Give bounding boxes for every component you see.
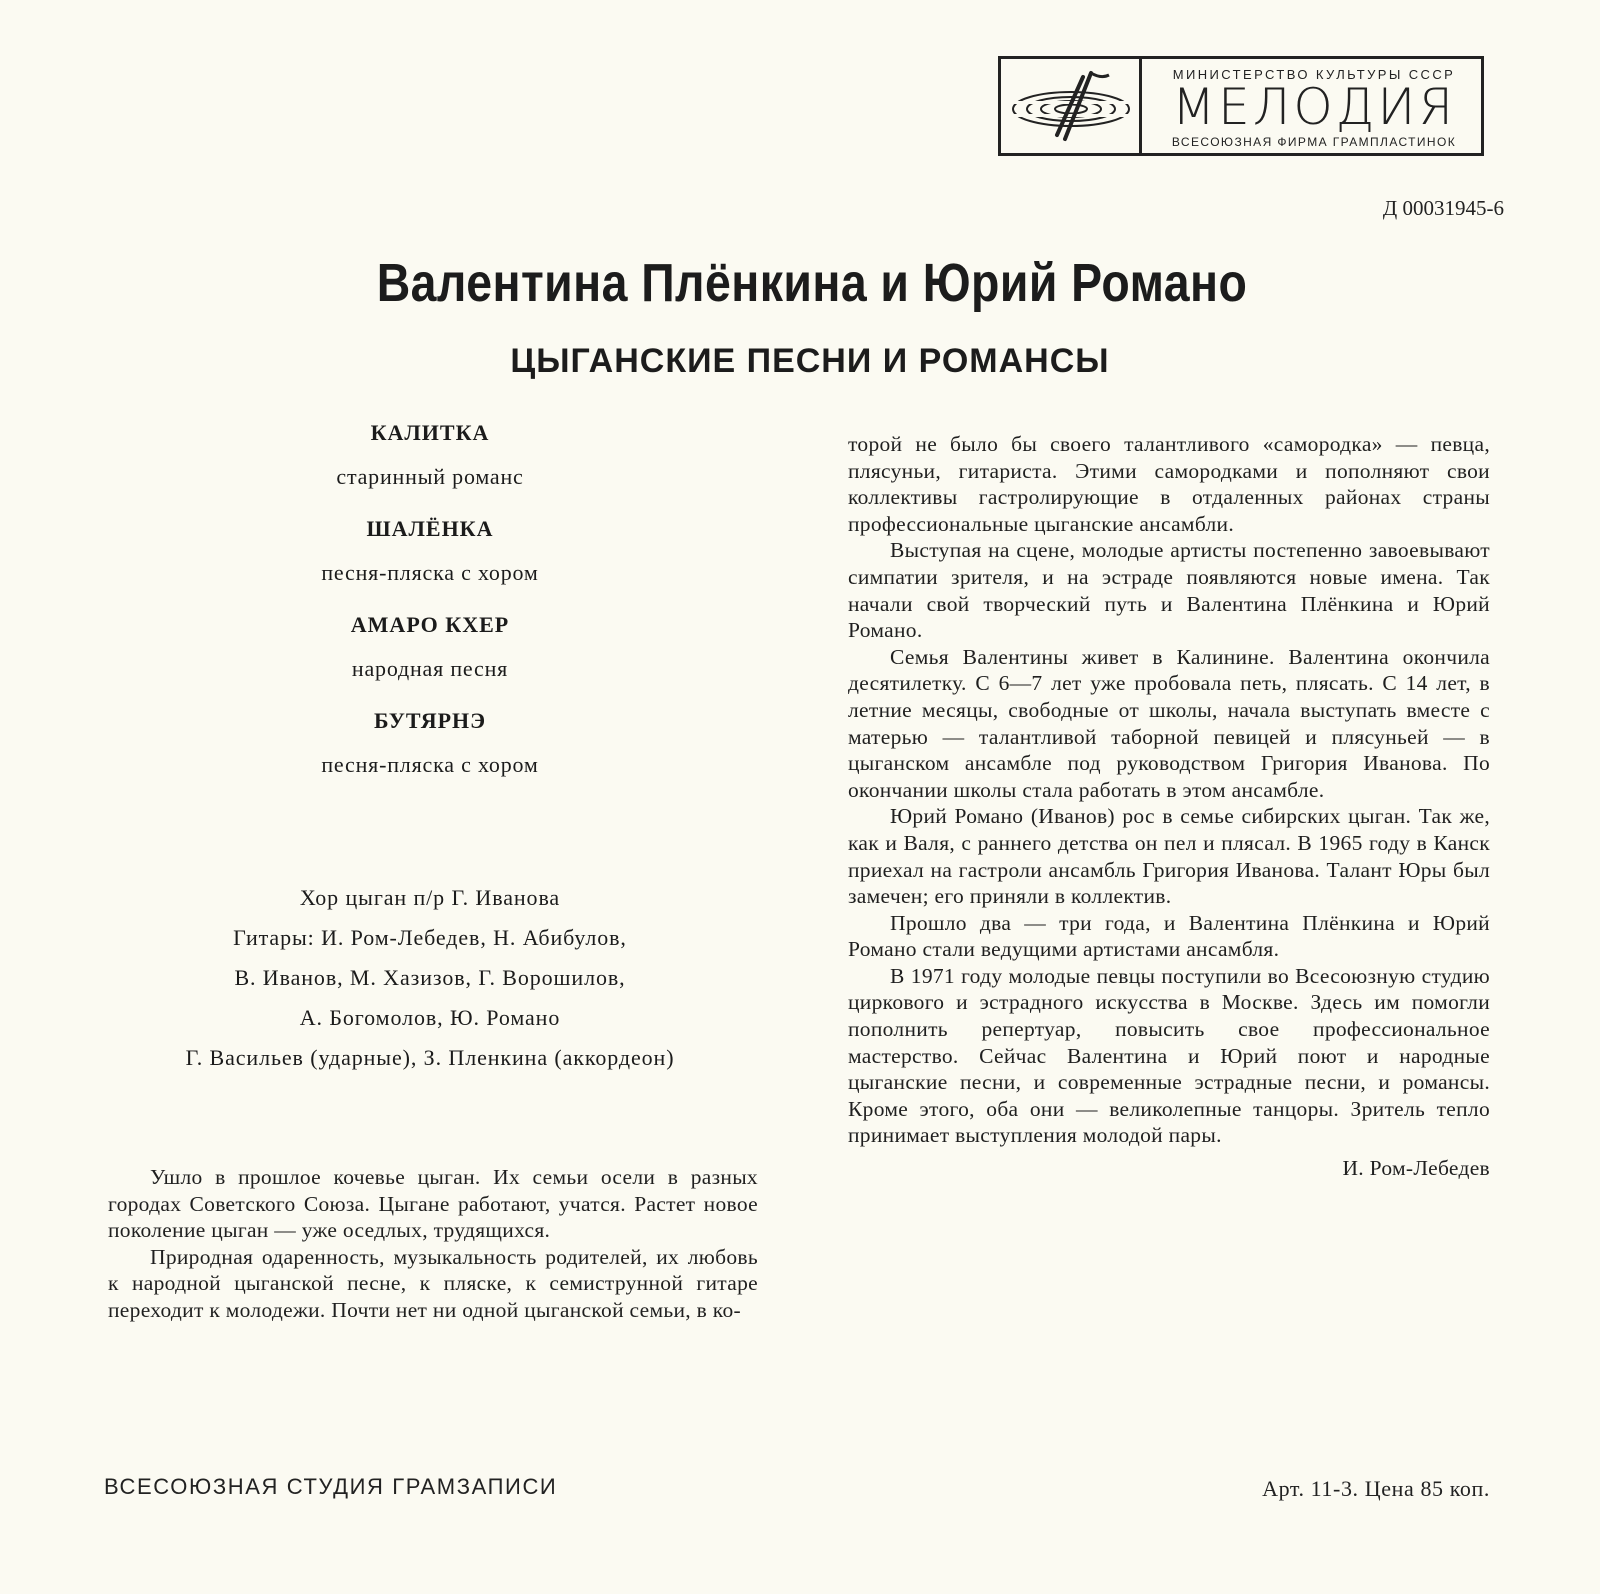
track-item xyxy=(110,706,750,780)
performer-credits xyxy=(110,878,750,1078)
liner-notes-right xyxy=(848,431,1490,1182)
studio-name: ВСЕСОЮЗНАЯ СТУДИЯ ГРАМЗАПИСИ xyxy=(104,1474,558,1499)
track-title: КАЛИТКА xyxy=(370,420,490,445)
paragraph: Природная одаренность, музыкальность родителей, их любовь к народной цыганской песне, к пляске, к семиструнной гитаре переходит к молодежи. Почти нет ни одной цыганской семьи, в ко- xyxy=(108,1244,758,1322)
track-description: песня-пляска с хором xyxy=(321,560,539,585)
melodiya-emblem-icon xyxy=(1007,65,1135,147)
credit-line: Хор цыган п/р Г. Иванова xyxy=(299,885,561,910)
track-item xyxy=(110,610,750,684)
paragraph: Выступая на сцене, молодые артисты постепенно завоевывают симпатии зрителя, и на эстраде появляются новые имена. Так начали свой творческий путь и Валентина Плёнкина и Юрий Романо. xyxy=(848,538,1490,643)
logo-brand-text: МЕЛОДИЯ xyxy=(1172,78,1456,136)
track-description: народная песня xyxy=(351,656,509,681)
author-signature: И. Ром-Лебедев xyxy=(1342,1156,1490,1181)
credit-line: В. Иванов, М. Хазизов, Г. Ворошилов, xyxy=(234,965,626,990)
logo-divider xyxy=(1139,59,1142,153)
page-subtitle: ЦЫГАНСКИЕ ПЕСНИ И РОМАНСЫ xyxy=(510,342,1110,380)
logo-ministry-text: МИНИСТЕРСТВО КУЛЬТУРЫ СССР xyxy=(1172,67,1456,82)
page-title: Валентина Плёнкина и Юрий Романо xyxy=(376,253,1248,313)
paragraph: Семья Валентины живет в Калинине. Валентина окончила десятилетку. С 6—7 лет уже пробовала петь, плясать. С 14 лет, в летние месяцы, свободные от школы, начала выступать вместе с матерью — талантливой таборной певицей и плясуньей — в цыганском ансамбле под руководством Григория Иванова. По окончании школы стала работать в этом ансамбле. xyxy=(848,644,1490,802)
credit-line: А. Богомолов, Ю. Романо xyxy=(299,1005,561,1030)
track-item xyxy=(110,514,750,588)
track-list xyxy=(110,418,750,802)
track-description: песня-пляска с хором xyxy=(321,752,539,777)
melodiya-logo xyxy=(998,56,1484,156)
catalog-number: Д 00031945-6 xyxy=(1382,196,1504,220)
credit-line: Гитары: И. Ром-Лебедев, Н. Абибулов, xyxy=(233,925,627,950)
track-title: ШАЛЁНКА xyxy=(366,516,494,541)
track-title: АМАРО КХЕР xyxy=(350,612,510,637)
paragraph: В 1971 году молодые певцы поступили во Всесоюзную студию циркового и эстрадного искусства в Москве. Здесь им помогли пополнить репертуар, повысить свое профессиональное мастерство. Сейчас Валентина и Юрий поют и народные цыганские песни, и современные эстрадные песни, и романсы. Кроме этого, оба они — великолепные танцоры. Зритель тепло принимает выступления молодой пары. xyxy=(848,963,1490,1148)
paragraph: Ушло в прошлое кочевье цыган. Их семьи осели в разных городах Советского Союза. Цыгане работают, учатся. Растет новое поколение цыган — уже оседлых, трудящихся. xyxy=(108,1165,758,1243)
credit-line: Г. Васильев (ударные), З. Пленкина (аккордеон) xyxy=(185,1045,675,1070)
logo-firm-text: ВСЕСОЮЗНАЯ ФИРМА ГРАМПЛАСТИНОК xyxy=(1171,135,1457,149)
paragraph: Юрий Романо (Иванов) рос в семье сибирских цыган. Так же, как и Валя, с раннего детства он пел и плясал. В 1965 году в Канск приехал на гастроли ансамбль Григория Иванова. Талант Юры был замечен; его приняли в коллектив. xyxy=(848,804,1490,909)
paragraph: торой не было бы своего талантливого «самородка» — певца, плясуньи, гитариста. Этими самородками и пополняют свои коллективы гастролирующие в отдаленных районах страны профессиональные цыганские ансамбли. xyxy=(848,432,1490,536)
track-item xyxy=(110,418,750,492)
price-info: Арт. 11-3. Цена 85 коп. xyxy=(1262,1476,1490,1501)
track-description: старинный романс xyxy=(336,464,524,489)
track-title: БУТЯРНЭ xyxy=(373,708,487,733)
paragraph: Прошло два — три года, и Валентина Плёнкина и Юрий Романо стали ведущими артистами ансамбля. xyxy=(848,910,1490,962)
liner-notes-left xyxy=(108,1164,758,1324)
